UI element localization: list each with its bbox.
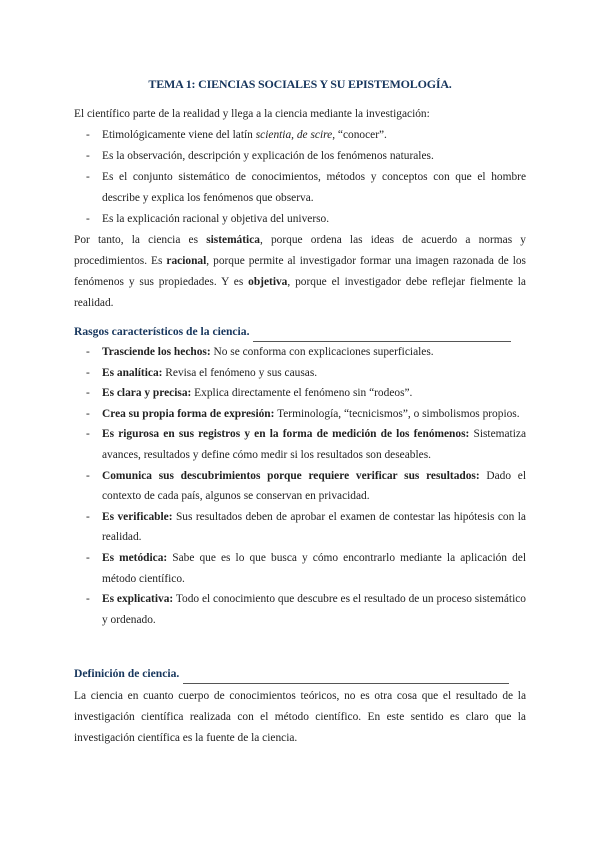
list-item: - Es la observación, descripción y explicación de los fenómenos naturales. <box>86 150 434 162</box>
section-heading: Rasgos característicos de la ciencia. <box>74 322 526 342</box>
page-title: TEMA 1: CIENCIAS SOCIALES Y SU EPISTEMOLOGÍA. <box>148 77 452 91</box>
list-item: - Es analítica: Revisa el fenómeno y sus causas. <box>86 366 318 379</box>
heading-underline <box>183 669 509 684</box>
list-item: - Es verificable: Sus resultados deben de aprobar el examen de contestar las hipótesis con la realidad. <box>86 510 526 544</box>
summary-paragraph: Por tanto, la ciencia es sistemática, porque ordena las ideas de acuerdo a normas y procedimientos. Es racional, porque permite al investigador formar una imagen razonada de los fenómenos y sus propiedades. Y es objetiva, porque el investigador debe reflejar fielmente la realidad. <box>74 234 526 309</box>
intro-section <box>74 104 526 314</box>
list-item: - Crea su propia forma de expresión: Terminología, “tecnicismos”, o simbolismos propios. <box>86 407 520 420</box>
list-item: - Trasciende los hechos: No se conforma con explicaciones superficiales. <box>86 346 434 358</box>
list-item: - Es explicativa: Todo el conocimiento que descubre es el resultado de un proceso sistemático y ordenado. <box>86 593 526 626</box>
list-item: - Etimológicamente viene del latín scientia, de scire, “conocer”. <box>86 129 387 141</box>
list-item: - Comunica sus descubrimientos porque requiere verificar sus resultados: Dado el contexto de cada país, algunos se conservan en privacidad. <box>86 469 527 503</box>
list-item: - Es la explicación racional y objetiva del universo. <box>86 213 330 225</box>
definition-paragraph: La ciencia en cuanto cuerpo de conocimientos teóricos, no es otra cosa que el resultado de la investigación científica realizada con el método científico. En este sentido es claro que la investigación científica es la fuente de la ciencia. <box>74 690 526 744</box>
list-item: - Es rigurosa en sus registros y en la forma de medición de los fenómenos: Sistematiza avances, resultados y define cómo medir si los resultados son deseables. <box>86 428 526 461</box>
definition-list <box>74 125 526 230</box>
intro-paragraph: El científico parte de la realidad y llega a la ciencia mediante la investigación: <box>74 108 430 120</box>
definition-section <box>74 664 526 749</box>
traits-section <box>74 322 526 630</box>
list-item: - Es metódica: Sabe que es lo que busca y cómo encontrarlo mediante la aplicación del método científico. <box>86 551 526 585</box>
heading-underline <box>253 327 511 342</box>
section-heading: Definición de ciencia. <box>74 664 526 684</box>
list-item: - Es el conjunto sistemático de conocimientos, métodos y conceptos con que el hombre describe y explica los fenómenos que observa. <box>86 171 526 204</box>
traits-list <box>74 342 526 630</box>
list-item: - Es clara y precisa: Explica directamente el fenómeno sin “rodeos”. <box>86 387 413 400</box>
